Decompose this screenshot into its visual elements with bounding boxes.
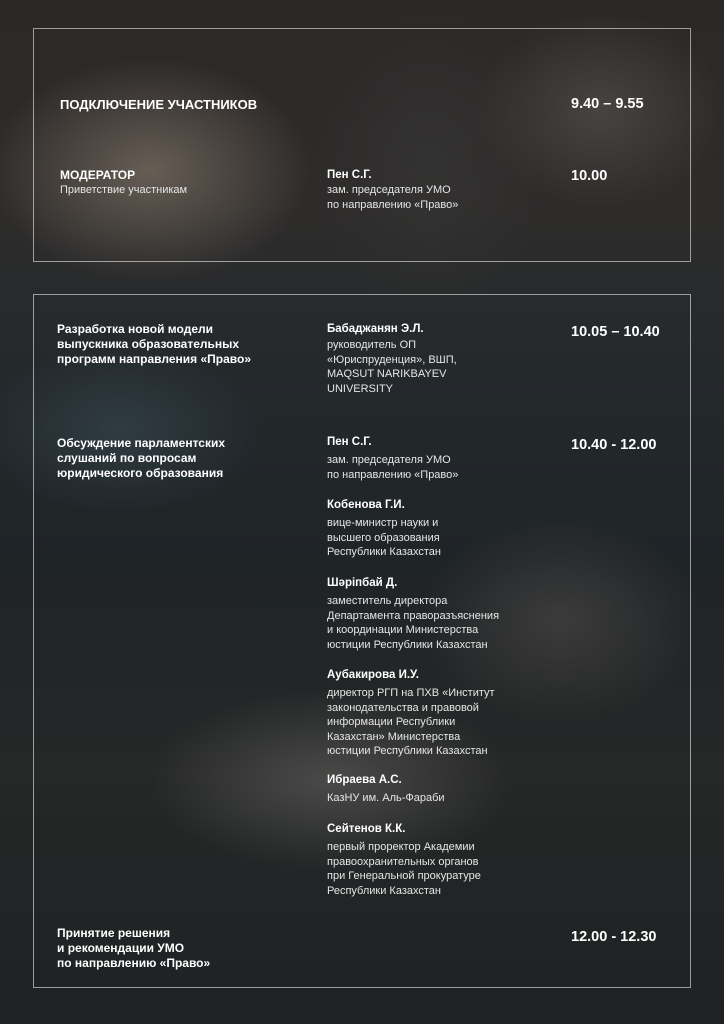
speaker-role: первый проректор Академии правоохранительных органов при Генеральной прокуратуре Республики Казахстан xyxy=(327,841,481,897)
moderator-label: МОДЕРАТОР xyxy=(60,168,136,182)
speaker-name: Шәріпбай Д. xyxy=(327,577,398,589)
agenda-item-2-time: 10.40 - 12.00 xyxy=(571,437,657,453)
agenda-item-1-title: Разработка новой модели выпускника образовательных программ направления «Право» xyxy=(57,322,252,366)
speaker-name: Ибраева А.С. xyxy=(327,774,402,786)
speaker-name: Кобенова Г.И. xyxy=(327,499,405,511)
speaker-role: заместитель директора Департамента праворазъяснения и координации Министерства юстиции Республики Казахстан xyxy=(327,595,500,651)
speaker-role: директор РГП на ПХВ «Институт законодательства и правовой информации Республики Казахстан» Министерства юстиции Республики Казахстан xyxy=(327,687,495,757)
speaker-name: Пен С.Г. xyxy=(327,436,372,448)
opening-session-frame xyxy=(33,28,691,262)
moderator-speaker-name: Пен С.Г. xyxy=(327,169,372,181)
connection-time: 9.40 – 9.55 xyxy=(571,96,644,112)
agenda-item-3-time: 12.00 - 12.30 xyxy=(571,929,657,945)
agenda-item-1-speaker-name: Бабаджанян Э.Л. xyxy=(327,323,424,335)
moderator-time: 10.00 xyxy=(571,168,608,184)
moderator-speaker-role: зам. председателя УМО по направлению «Право» xyxy=(327,184,459,211)
speaker-role: КазНУ им. Аль-Фараби xyxy=(327,792,445,804)
connection-label: ПОДКЛЮЧЕНИЕ УЧАСТНИКОВ xyxy=(60,97,258,112)
speaker-name: Аубакирова И.У. xyxy=(327,669,419,681)
speaker-name: Сейтенов К.К. xyxy=(327,823,406,835)
agenda-item-1-speaker-role: руководитель ОП «Юриспруденция», ВШП, MAQSUT NARIKBAYEV UNIVERSITY xyxy=(327,339,457,395)
agenda-item-1-time: 10.05 – 10.40 xyxy=(571,324,660,340)
speaker-role: зам. председателя УМО по направлению «Право» xyxy=(327,454,459,481)
moderator-sublabel: Приветствие участникам xyxy=(60,184,188,196)
agenda-item-2-title: Обсуждение парламентских слушаний по вопросам юридического образования xyxy=(57,436,226,480)
agenda-item-3-title: Принятие решения и рекомендации УМО по направлению «Право» xyxy=(57,926,211,970)
speaker-role: вице-министр науки и высшего образования Республики Казахстан xyxy=(327,517,441,558)
